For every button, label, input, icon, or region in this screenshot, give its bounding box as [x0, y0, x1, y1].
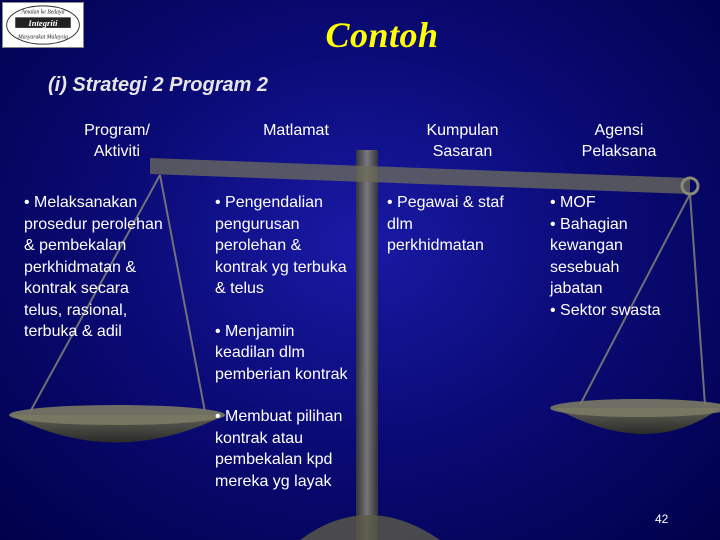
matlamat-item-1: • Pengendalian pengurusan perolehan & kontrak yg terbuka & telus: [215, 194, 347, 297]
cell-sasaran: • Pegawai & staf dlm perkhidmatan: [387, 194, 504, 254]
slide-title: Contoh: [325, 15, 439, 55]
header-sasaran: Kumpulan Sasaran: [426, 122, 499, 160]
logo-text-main: Integriti: [28, 17, 58, 28]
cell-agensi: • MOF • Bahagian kewangan sesebuah jabatan • Sektor swasta: [550, 194, 661, 319]
matlamat-item-3: • Membuat pilihan kontrak atau pembekalan kpd mereka yg layak: [215, 408, 343, 490]
page-number: 42: [655, 512, 669, 526]
header-matlamat: Matlamat: [263, 122, 329, 139]
slide-subtitle: (i) Strategi 2 Program 2: [48, 74, 269, 96]
cell-matlamat: [215, 192, 348, 492]
header-program: Program/ Aktiviti: [84, 122, 150, 160]
logo-text-top: Amalan ke Bedaya: [21, 9, 65, 16]
cell-program: • Melaksanakan prosedur perolehan & pembekalan perkhidmatan & kontrak secara telus, rasional, terbuka & adil: [24, 194, 163, 340]
header-agensi: Agensi Pelaksana: [581, 122, 657, 160]
matlamat-item-2: • Menjamin keadilan dlm pemberian kontrak: [215, 322, 348, 383]
logo-text-bottom: Masyarakat Malaysia: [17, 34, 69, 41]
